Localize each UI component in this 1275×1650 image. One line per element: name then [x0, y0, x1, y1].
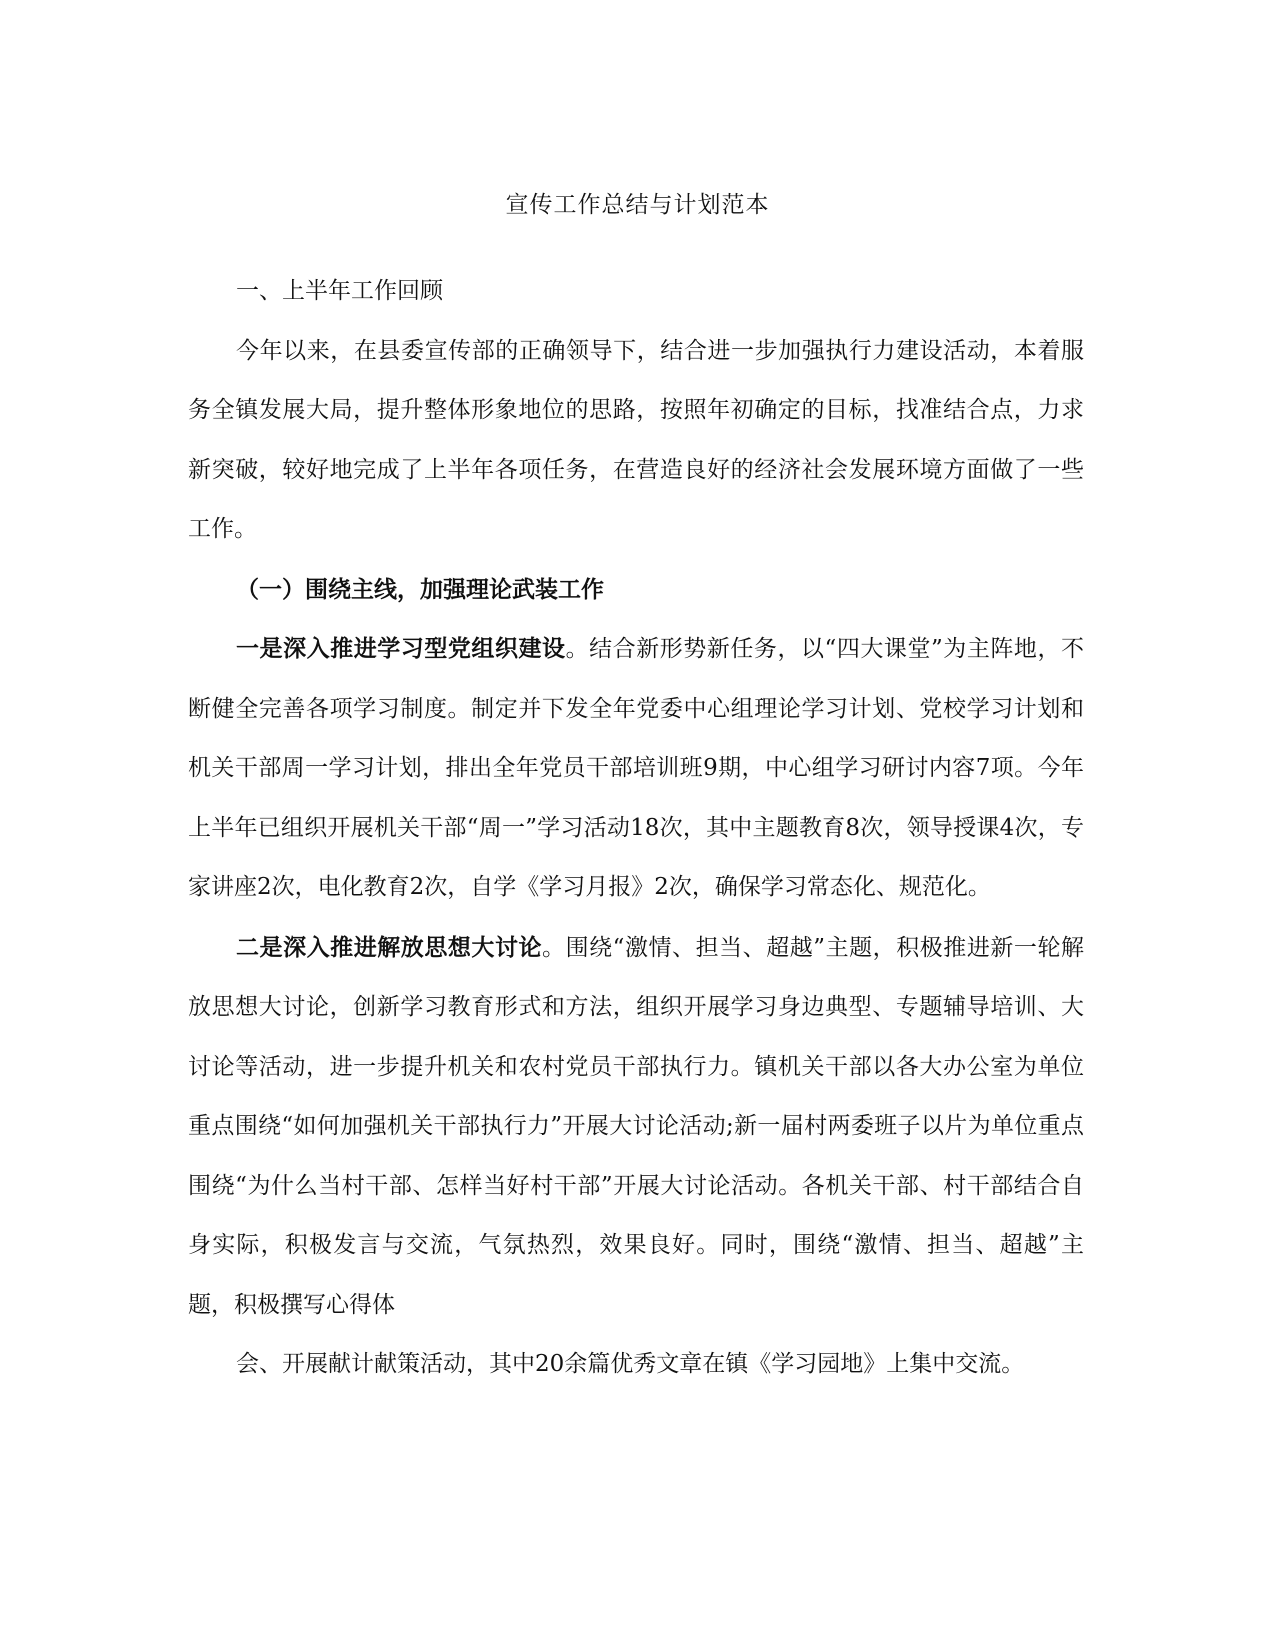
point-paragraph-1 [188, 619, 1084, 918]
subsection-heading: （一）围绕主线，加强理论武装工作 [236, 575, 604, 603]
intro-paragraph: 今年以来，在县委宣传部的正确领导下，结合进一步加强执行力建设活动，本着服务全镇发展大局，提升整体形象地位的思路，按照年初确定的目标，找准结合点，力求新突破，较好地完成了上半年各项任务，在营造良好的经济社会发展环境方面做了一些工作。 [188, 337, 1084, 542]
point-paragraph-2 [188, 918, 1084, 1336]
document-body [188, 262, 1084, 1395]
section-heading: 一、上半年工作回顾 [236, 278, 443, 304]
point-text-2: 。围绕“激情、担当、超越”主题，积极推进新一轮解放思想大讨论，创新学习教育形式和方法，组织开展学习身边典型、专题辅导培训、大讨论等活动，进一步提升机关和农村党员干部执行力。镇机关干部以各大办公室为单位重点围绕“如何加强机关干部执行力”开展大讨论活动;新一届村两委班子以片为单位重点围绕“为什么当村干部、怎样当好村干部”开展大讨论活动。各机关干部、村干部结合自身实际，积极发言与交流，气氛热烈，效果良好。同时，围绕“激情、担当、超越”主题，积极撰写心得体 [188, 934, 1084, 1318]
continuation-paragraph: 会、开展献计献策活动，其中20余篇优秀文章在镇《学习园地》上集中交流。 [236, 1351, 1025, 1377]
point-text-1: 。结合新形势新任务，以“四大课堂”为主阵地，不断健全完善各项学习制度。制定并下发全年党委中心组理论学习计划、党校学习计划和机关干部周一学习计划，排出全年党员干部培训班9期，中心组学习研讨内容7项。今年上半年已组织开展机关干部“周一”学习活动18次，其中主题教育8次，领导授课4次，专家讲座2次，电化教育2次，自学《学习月报》2次，确保学习常态化、规范化。 [188, 636, 1084, 900]
document-title: 宣传工作总结与计划范本 [505, 192, 770, 218]
point-lead-2: 二是深入推进解放思想大讨论 [236, 933, 543, 961]
point-lead-1: 一是深入推进学习型党组织建设 [236, 635, 566, 662]
